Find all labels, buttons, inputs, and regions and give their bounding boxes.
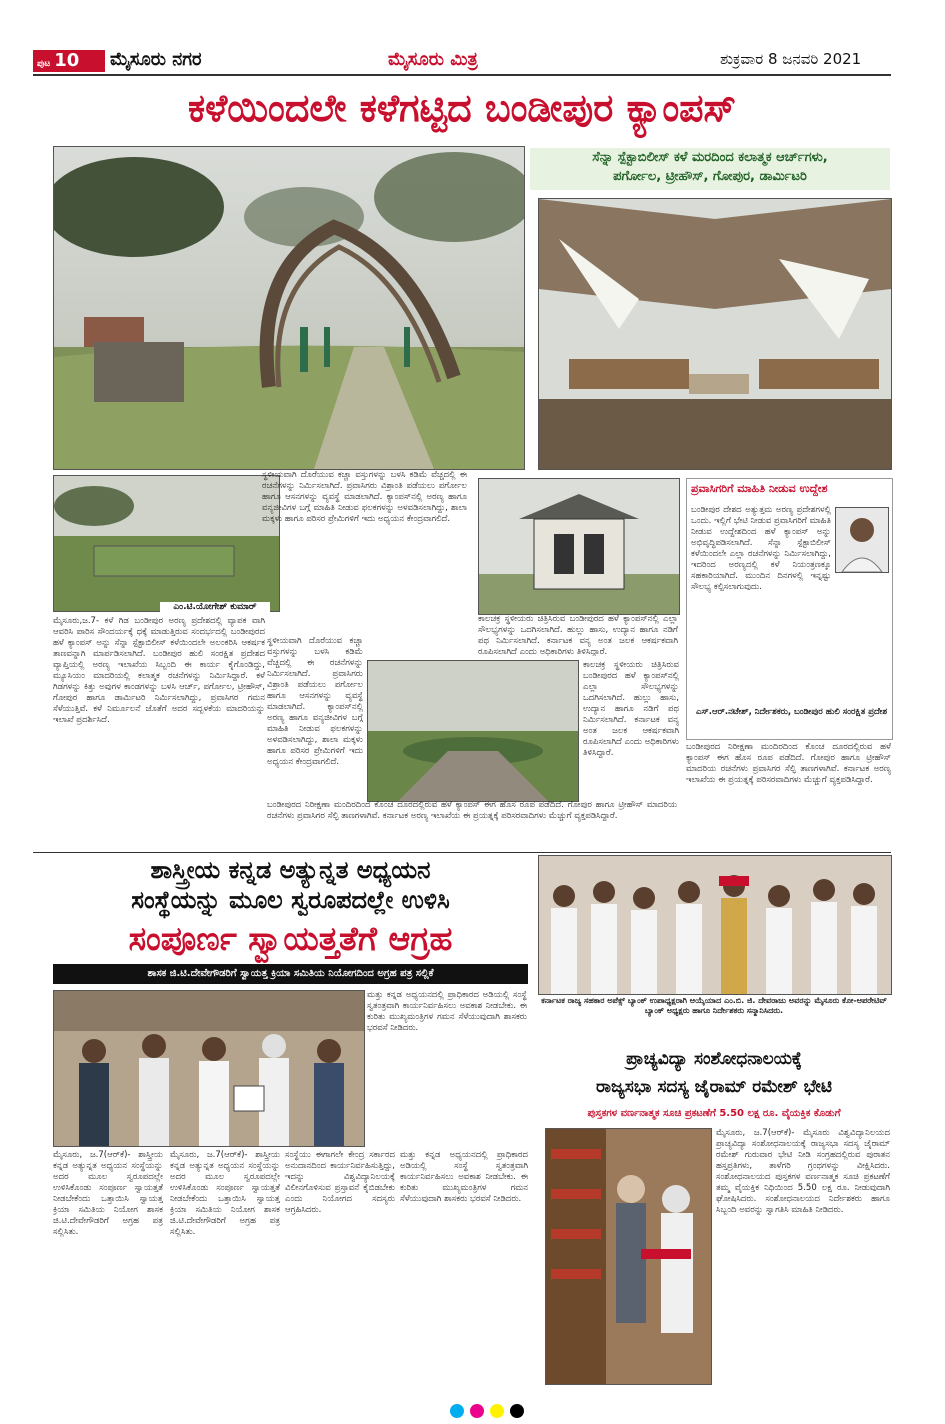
- story2-subhead: ಶಾಸಕ ಜಿ.ಟಿ.ದೇವೇಗೌಡರಿಗೆ ಸ್ವಾಯತ್ತ ಕ್ರಿಯಾ ಸಮಿತಿಯ ನಿಯೋಗದಿಂದ ಅಗ್ರಹ ಪತ್ರ ಸಲ್ಲಿಕೆ: [53, 964, 528, 984]
- story1-col4: ಬಂಡೀಪುರದ ನಿರೀಕ್ಷಣಾ ಮಂದಿರದಿಂದ ಕೊಂಚ ದೂರದಲ್ಲಿರುವ ಹಳೆ ಕ್ಯಾಂಪಸ್ ಈಗ ಹೊಸ ರೂಪ ಪಡೆದಿದೆ. ಗೋಪುರ ಹಾಗೂ ಟ್ರೀಹೌಸ್ ಮಾದರಿಯ ರಚನೆಗಳು ಪ್ರವಾಸಿಗರ ಸೆಲ್ಫಿ ತಾಣಗಳಾಗಿವೆ. ಕರ್ನಾಟಕ ಅರಣ್ಯ ಇಲಾಖೆಯ ಈ ಪ್ರಯತ್ನಕ್ಕೆ ಪರಿಸರವಾದಿಗಳು ಮೆಚ್ಚುಗೆ ವ್ಯಕ್ತಪಡಿಸಿದ್ದಾರೆ.: [686, 742, 891, 785]
- issue-date: ಶುಕ್ರವಾರ 8 ಜನವರಿ 2021: [720, 50, 862, 68]
- story1-col3c: ಬಂಡೀಪುರದ ನಿರೀಕ್ಷಣಾ ಮಂದಿರದಿಂದ ಕೊಂಚ ದೂರದಲ್ಲಿರುವ ಹಳೆ ಕ್ಯಾಂಪಸ್ ಈಗ ಹೊಸ ರೂಪ ಪಡೆದಿದೆ. ಗೋಪುರ ಹಾಗೂ ಟ್ರೀಹೌಸ್ ಮಾದರಿಯ ರಚನೆಗಳು ಪ್ರವಾಸಿಗರ ಸೆಲ್ಫಿ ತಾಣಗಳಾಗಿವೆ. ಕರ್ನಾಟಕ ಅರಣ್ಯ ಇಲಾಖೆಯ ಈ ಪ್ರಯತ್ನಕ್ಕೆ ಪರಿಸರವಾದಿಗಳು ಮೆಚ್ಚುಗೆ ವ್ಯಕ್ತಪಡಿಸಿದ್ದಾರೆ.: [267, 800, 677, 821]
- story1-col3: ಕಾಲಚಕ್ರ ಸ್ಥಳೀಯರು ಚಿತ್ರಿಸಿರುವ ಬಂಡೀಪುರದ ಹಳೆ ಕ್ಯಾಂಪಸ್‌ನಲ್ಲಿ ಎಲ್ಲಾ ಸೌಲಭ್ಯಗಳನ್ನು ಒದಗಿಸಲಾಗಿದೆ. ಹುಲ್ಲು ಹಾಸು, ಉದ್ಯಾನ ಹಾಗೂ ನಡಿಗೆ ಪಥ ನಿರ್ಮಿಸಲಾಗಿದೆ. ಕರ್ನಾಟಕ ವನ್ಯ ಅಂತ ಜಲಕ ಆಕರ್ಷಕವಾಗಿ ರೂಪಿಸಲಾಗಿದೆ ಎಂದು ಅಧಿಕಾರಿಗಳು ತಿಳಿಸಿದ್ದಾರೆ.: [478, 614, 678, 656]
- felicitation-caption: ಕರ್ನಾಟಕ ರಾಜ್ಯ ಸಹಕಾರ ಅಪೆಕ್ಸ್ ಬ್ಯಾಂಕ್ ಉಪಾಧ್ಯಕ್ಷರಾಗಿ ಆಯ್ಕೆಯಾದ ಎಂ.ಬಿ. ಜಿ. ದೇವರಾಜು ಅವರನ್ನು ಮೈಸೂರು ಕೋ-ಆಪರೇಟಿವ್ ಬ್ಯಾಂಕ್ ಅಧ್ಯಕ್ಷರು ಹಾಗೂ ನಿರ್ದೇಶಕರು ಸನ್ಮಾನಿಸಿದರು.: [541, 996, 887, 1015]
- section-name: ಮೈಸೂರು ನಗರ: [110, 49, 202, 70]
- story2-col2: ಸಂಸ್ಥೆಯು ಈಗಾಗಲೇ ಕೇಂದ್ರ ಸರ್ಕಾರದ ಅನುದಾನದಿಂದ ಕಾರ್ಯನಿರ್ವಹಿಸುತ್ತಿದ್ದು, ಇದನ್ನು ವಿಶ್ವವಿದ್ಯಾನಿಲಯಕ್ಕೆ ವಿಲೀನಗೊಳಿಸುವ ಪ್ರಸ್ತಾವನೆ ಕೈಬಿಡಬೇಕು ಎಂದು ನಿಯೋಗದ ಸದಸ್ಯರು ಆಗ್ರಹಿಸಿದರು.: [285, 1150, 395, 1215]
- story1-col1: ಮೈಸೂರು,ಜ.7- ಕಳೆ ಗಿಡ ಬಂಡೀಪುರ ಅರಣ್ಯ ಪ್ರದೇಶದಲ್ಲಿ ವ್ಯಾಪಕ ವಾಗಿ ಆವರಿಸಿ ಪಾರಿಸ ಸೌಂದರ್ಯಕ್ಕೆ ಧಕ್ಕೆ ಮಾಡುತ್ತಿರುವ ಸಂದರ್ಭದಲ್ಲಿ ಬಂಡೀಪುರದ ಹಳೆ ಕ್ಯಾಂಪಸ್ ಅನ್ನು ಸೆನ್ನಾ ಸ್ಪೆಕ್ಟಾಬಿಲೀಸ್ ಕಳೆಯಿಂದಲೇ ಅಲಂಕರಿಸಿ ಆಕರ್ಷಕ ತಾಣವನ್ನಾಗಿ ಮಾರ್ಪಡಿಸಲಾಗಿದೆ. ಬಂಡೀಪುರ ಹುಲಿ ಸಂರಕ್ಷಿತ ಪ್ರದೇಶದ ವ್ಯಾಪ್ತಿಯಲ್ಲಿ ಅರಣ್ಯ ಇಲಾಖೆಯ ಸಿಬ್ಬಂದಿ ಈ ಕಾರ್ಯ ಕೈಗೊಂಡಿದ್ದು, ಮ್ಯೂಸಿಯಂ ಮಾದರಿಯಲ್ಲಿ ಕಲಾತ್ಮಕ ರಚನೆಗಳನ್ನು ನಿರ್ಮಿಸಿದ್ದಾರೆ. ಕಳೆ ಗಿಡಗಳನ್ನು ಕಿತ್ತು ಅವುಗಳ ಕಾಂಡಗಳನ್ನು ಬಳಸಿ ಆರ್ಚ್, ಪರ್ಗೋಲ, ಟ್ರೀಹೌಸ್, ಗೋಪುರ ಹಾಗೂ ಡಾರ್ಮಿಟರಿ ನಿರ್ಮಿಸಲಾಗಿದ್ದು, ಪ್ರವಾಸಿಗರ ಗಮನ ಸೆಳೆಯುತ್ತಿವೆ. ಕಳೆ ನಿರ್ಮೂಲನೆ ಜೊತೆಗೆ ಅದರ ಸದ್ಬಳಕೆಯ ಮಾದರಿಯನ್ನು ಇಲಾಖೆ ಪ್ರದರ್ಶಿಸಿದೆ.: [53, 616, 265, 725]
- sidebar-signature: ಎಸ್.ಆರ್.ನಟೇಶ್, ನಿರ್ದೇಶಕರು, ಬಂಡೀಪುರ ಹುಲಿ ಸಂರಕ್ಷಿತ ಪ್ರದೇಶ: [696, 707, 887, 717]
- meeting-photo: [53, 990, 365, 1147]
- page-label: ಪುಟ: [37, 59, 51, 69]
- story3-subhead: ಪುಸ್ತಕಗಳ ವರ್ಣನಾತ್ಮಕ ಸೂಚಿ ಪ್ರಕಟಣೆಗೆ 5.50 ಲಕ್ಷ ರೂ. ವೈಯಕ್ತಿಕ ಕೊಡುಗೆ: [587, 1108, 841, 1119]
- director-portrait: [835, 507, 889, 573]
- story2-col3: ಮತ್ತು ಕನ್ನಡ ಅಧ್ಯಯನದಲ್ಲಿ ಪ್ರಾಧಿಕಾರದ ಅಡಿಯಲ್ಲಿ ಸಂಸ್ಥೆ ಸ್ವತಂತ್ರವಾಗಿ ಕಾರ್ಯನಿರ್ವಹಿಸಲು ಅವಕಾಶ ನೀಡಬೇಕು. ಈ ಕುರಿತು ಮುಖ್ಯಮಂತ್ರಿಗಳ ಗಮನ ಸೆಳೆಯುವುದಾಗಿ ಶಾಸಕರು ಭರವಸೆ ನೀಡಿದರು.: [367, 990, 527, 1033]
- story2-col1b: ಮೈಸೂರು, ಜ.7(ಆರ್‌ಕೆ)- ಶಾಸ್ತ್ರೀಯ ಕನ್ನಡ ಅತ್ಯುನ್ನತ ಅಧ್ಯಯನ ಸಂಸ್ಥೆಯನ್ನು ಅದರ ಮೂಲ ಸ್ವರೂಪದಲ್ಲೇ ಉಳಿಸಿಕೊಂಡು ಸಂಪೂರ್ಣ ಸ್ವಾಯತ್ತತೆ ನೀಡಬೇಕೆಂದು ಒತ್ತಾಯಿಸಿ ಸ್ವಾಯತ್ತ ಕ್ರಿಯಾ ಸಮಿತಿಯ ನಿಯೋಗ ಶಾಸಕ ಜಿ.ಟಿ.ದೇವೇಗೌಡರಿಗೆ ಅಗ್ರಹ ಪತ್ರ ಸಲ್ಲಿಸಿತು.: [170, 1150, 280, 1237]
- felicitation-photo: [538, 855, 892, 995]
- subhead-line-2: ಪರ್ಗೋಲ, ಟ್ರೀಹೌಸ್, ಗೋಪುರ, ಡಾರ್ಮಿಟರಿ: [613, 169, 807, 184]
- story3-headline-2: ರಾಜ್ಯಸಭಾ ಸದಸ್ಯ ಜೈರಾಮ್ ರಮೇಶ್ ಭೇಟಿ: [596, 1077, 832, 1097]
- registration-mark: [470, 1404, 484, 1418]
- story2-headline-2: ಸಂಸ್ಥೆಯನ್ನು ಮೂಲ ಸ್ವರೂಪದಲ್ಲೇ ಉಳಿಸಿ: [131, 886, 450, 914]
- lawn-photo: [367, 660, 579, 802]
- sidebar-box: [686, 478, 893, 740]
- story2-col1: ಮೈಸೂರು, ಜ.7(ಆರ್‌ಕೆ)- ಶಾಸ್ತ್ರೀಯ ಕನ್ನಡ ಅತ್ಯುನ್ನತ ಅಧ್ಯಯನ ಸಂಸ್ಥೆಯನ್ನು ಅದರ ಮೂಲ ಸ್ವರೂಪದಲ್ಲೇ ಉಳಿಸಿಕೊಂಡು ಸಂಪೂರ್ಣ ಸ್ವಾಯತ್ತತೆ ನೀಡಬೇಕೆಂದು ಒತ್ತಾಯಿಸಿ ಸ್ವಾಯತ್ತ ಕ್ರಿಯಾ ಸಮಿತಿಯ ನಿಯೋಗ ಶಾಸಕ ಜಿ.ಟಿ.ದೇವೇಗೌಡರಿಗೆ ಅಗ್ರಹ ಪತ್ರ ಸಲ್ಲಿಸಿತು.: [53, 1150, 163, 1237]
- masthead: [0, 46, 945, 74]
- story3-headline-1: ಪ್ರಾಚ್ಯವಿದ್ಯಾ ಸಂಶೋಧನಾಲಯಕ್ಕೆ: [626, 1049, 802, 1069]
- story3-headline: [538, 1045, 890, 1105]
- story1-col2-top: ಸ್ಥಳೀಯವಾಗಿ ದೊರೆಯುವ ಕಚ್ಚಾ ವಸ್ತುಗಳನ್ನು ಬಳಸಿ ಕಡಿಮೆ ವೆಚ್ಚದಲ್ಲಿ ಈ ರಚನೆಗಳನ್ನು ನಿರ್ಮಿಸಲಾಗಿದೆ. ಪ್ರವಾಸಿಗರು ವಿಶ್ರಾಂತಿ ಪಡೆಯಲು ಪರ್ಗೋಲ ಹಾಗೂ ಆಸನಗಳನ್ನು ವ್ಯವಸ್ಥೆ ಮಾಡಲಾಗಿದೆ. ಕ್ಯಾಂಪಸ್‌ನಲ್ಲಿ ಅರಣ್ಯ ಹಾಗೂ ವನ್ಯಜೀವಿಗಳ ಬಗ್ಗೆ ಮಾಹಿತಿ ನೀಡುವ ಫಲಕಗಳನ್ನು ಅಳವಡಿಸಲಾಗಿದ್ದು, ಶಾಲಾ ಮಕ್ಕಳು ಹಾಗೂ ಪರಿಸರ ಪ್ರೇಮಿಗಳಿಗೆ ಇದು ಅಧ್ಯಯನ ಕೇಂದ್ರವಾಗಲಿದೆ.: [262, 470, 467, 524]
- tower-photo: [478, 478, 680, 615]
- story1-subhead: [530, 148, 890, 190]
- garden-photo: [53, 475, 280, 612]
- sidebar-text: ಬಂಡೀಪುರ ದೇಶದ ಅತ್ಯುತ್ತಮ ಅರಣ್ಯ ಪ್ರದೇಶಗಳಲ್ಲಿ ಒಂದು. ಇಲ್ಲಿಗೆ ಭೇಟಿ ನೀಡುವ ಪ್ರವಾಸಿಗರಿಗೆ ಮಾಹಿತಿ ನೀಡುವ ಉದ್ದೇಶದಿಂದ ಹಳೆ ಕ್ಯಾಂಪಸ್ ಅನ್ನು ಅಭಿವೃದ್ಧಿಪಡಿಸಲಾಗಿದೆ. ಸೆನ್ನಾ ಸ್ಪೆಕ್ಟಾಬಿಲೀಸ್ ಕಳೆಯಿಂದಲೇ ಎಲ್ಲಾ ರಚನೆಗಳನ್ನು ನಿರ್ಮಿಸಲಾಗಿದ್ದು, ಇದರಿಂದ ಅರಣ್ಯದಲ್ಲಿ ಕಳೆ ನಿಯಂತ್ರಣಕ್ಕೂ ಸಹಕಾರಿಯಾಗಿದೆ. ಮುಂದಿನ ದಿನಗಳಲ್ಲಿ ಇನ್ನಷ್ಟು ಸೌಲಭ್ಯ ಕಲ್ಪಿಸಲಾಗುವುದು.: [691, 505, 831, 592]
- story2-col3b: ಮತ್ತು ಕನ್ನಡ ಅಧ್ಯಯನದಲ್ಲಿ ಪ್ರಾಧಿಕಾರದ ಅಡಿಯಲ್ಲಿ ಸಂಸ್ಥೆ ಸ್ವತಂತ್ರವಾಗಿ ಕಾರ್ಯನಿರ್ವಹಿಸಲು ಅವಕಾಶ ನೀಡಬೇಕು. ಈ ಕುರಿತು ಮುಖ್ಯಮಂತ್ರಿಗಳ ಗಮನ ಸೆಳೆಯುವುದಾಗಿ ಶಾಸಕರು ಭರವಸೆ ನೀಡಿದರು.: [400, 1150, 528, 1204]
- pergola-photo: [538, 198, 892, 470]
- registration-mark: [510, 1404, 524, 1418]
- story2-headline-3: ಸಂಪೂರ್ಣ ಸ್ವಾಯತ್ತತೆಗೆ ಆಗ್ರಹ: [128, 919, 453, 958]
- story1-col3b: ಕಾಲಚಕ್ರ ಸ್ಥಳೀಯರು ಚಿತ್ರಿಸಿರುವ ಬಂಡೀಪುರದ ಹಳೆ ಕ್ಯಾಂಪಸ್‌ನಲ್ಲಿ ಎಲ್ಲಾ ಸೌಲಭ್ಯಗಳನ್ನು ಒದಗಿಸಲಾಗಿದೆ. ಹುಲ್ಲು ಹಾಸು, ಉದ್ಯಾನ ಹಾಗೂ ನಡಿಗೆ ಪಥ ನಿರ್ಮಿಸಲಾಗಿದೆ. ಕರ್ನಾಟಕ ವನ್ಯ ಅಂತ ಜಲಕ ಆಕರ್ಷಕವಾಗಿ ರೂಪಿಸಲಾಗಿದೆ ಎಂದು ಅಧಿಕಾರಿಗಳು ತಿಳಿಸಿದ್ದಾರೆ.: [583, 660, 679, 758]
- page-number: 10: [54, 50, 80, 71]
- story1-col2-bottom: ಸ್ಥಳೀಯವಾಗಿ ದೊರೆಯುವ ಕಚ್ಚಾ ವಸ್ತುಗಳನ್ನು ಬಳಸಿ ಕಡಿಮೆ ವೆಚ್ಚದಲ್ಲಿ ಈ ರಚನೆಗಳನ್ನು ನಿರ್ಮಿಸಲಾಗಿದೆ. ಪ್ರವಾಸಿಗರು ವಿಶ್ರಾಂತಿ ಪಡೆಯಲು ಪರ್ಗೋಲ ಹಾಗೂ ಆಸನಗಳನ್ನು ವ್ಯವಸ್ಥೆ ಮಾಡಲಾಗಿದೆ. ಕ್ಯಾಂಪಸ್‌ನಲ್ಲಿ ಅರಣ್ಯ ಹಾಗೂ ವನ್ಯಜೀವಿಗಳ ಬಗ್ಗೆ ಮಾಹಿತಿ ನೀಡುವ ಫಲಕಗಳನ್ನು ಅಳವಡಿಸಲಾಗಿದ್ದು, ಶಾಲಾ ಮಕ್ಕಳು ಹಾಗೂ ಪರಿಸರ ಪ್ರೇಮಿಗಳಿಗೆ ಇದು ಅಧ್ಯಯನ ಕೇಂದ್ರವಾಗಲಿದೆ.: [267, 636, 363, 767]
- story1-headline: ಕಳೆಯಿಂದಲೇ ಕಳೆಗಟ್ಟಿದ ಬಂಡೀಪುರ ಕ್ಯಾಂಪಸ್: [187, 86, 737, 130]
- sidebar-title: ಪ್ರವಾಸಿಗರಿಗೆ ಮಾಹಿತಿ ನೀಡುವ ಉದ್ದೇಶ: [691, 482, 828, 495]
- story2-headline-1: ಶಾಸ್ತ್ರೀಯ ಕನ್ನಡ ಅತ್ಯುನ್ನತ ಅಧ್ಯಯನ: [150, 856, 431, 884]
- page-badge: [33, 50, 105, 72]
- library-photo: [545, 1128, 712, 1385]
- story3-text: ಮೈಸೂರು, ಜ.7(ಆರ್‌ಕೆ)- ಮೈಸೂರು ವಿಶ್ವವಿದ್ಯಾನಿಲಯದ ಪ್ರಾಚ್ಯವಿದ್ಯಾ ಸಂಶೋಧನಾಲಯಕ್ಕೆ ರಾಜ್ಯಸಭಾ ಸದಸ್ಯ ಜೈರಾಮ್ ರಮೇಶ್ ಗುರುವಾರ ಭೇಟಿ ನೀಡಿ ಸಂಗ್ರಹದಲ್ಲಿರುವ ಪುರಾತನ ಹಸ್ತಪ್ರತಿಗಳು, ತಾಳೆಗರಿ ಗ್ರಂಥಗಳನ್ನು ವೀಕ್ಷಿಸಿದರು. ಸಂಶೋಧನಾಲಯದ ಪುಸ್ತಕಗಳ ವರ್ಣನಾತ್ಮಕ ಸೂಚಿ ಪ್ರಕಟಣೆಗೆ ತಮ್ಮ ವೈಯಕ್ತಿಕ ನಿಧಿಯಿಂದ 5.50 ಲಕ್ಷ ರೂ. ನೀಡುವುದಾಗಿ ಘೋಷಿಸಿದರು. ಸಂಶೋಧನಾಲಯದ ನಿರ್ದೇಶಕರು ಹಾಗೂ ಸಿಬ್ಬಂದಿ ಅವರನ್ನು ಸ್ವಾಗತಿಸಿ ಮಾಹಿತಿ ನೀಡಿದರು.: [716, 1128, 890, 1215]
- arch-photo: [53, 146, 525, 470]
- paper-name: ಮೈಸೂರು ಮಿತ್ರ: [388, 49, 478, 70]
- registration-mark: [490, 1404, 504, 1418]
- subhead-line-1: ಸೆನ್ನಾ ಸ್ಪೆಕ್ಟಾಬಿಲೀಸ್ ಕಳೆ ಮರದಿಂದ ಕಲಾತ್ಮಕ ಆರ್ಚ್‌ಗಳು,: [592, 150, 828, 165]
- photo-credit: ಎಂ.ಟಿ.ಯೋಗೇಶ್ ಕುಮಾರ್: [160, 602, 270, 614]
- registration-mark: [450, 1404, 464, 1418]
- section-rule: [33, 852, 891, 853]
- masthead-rule: [33, 74, 891, 76]
